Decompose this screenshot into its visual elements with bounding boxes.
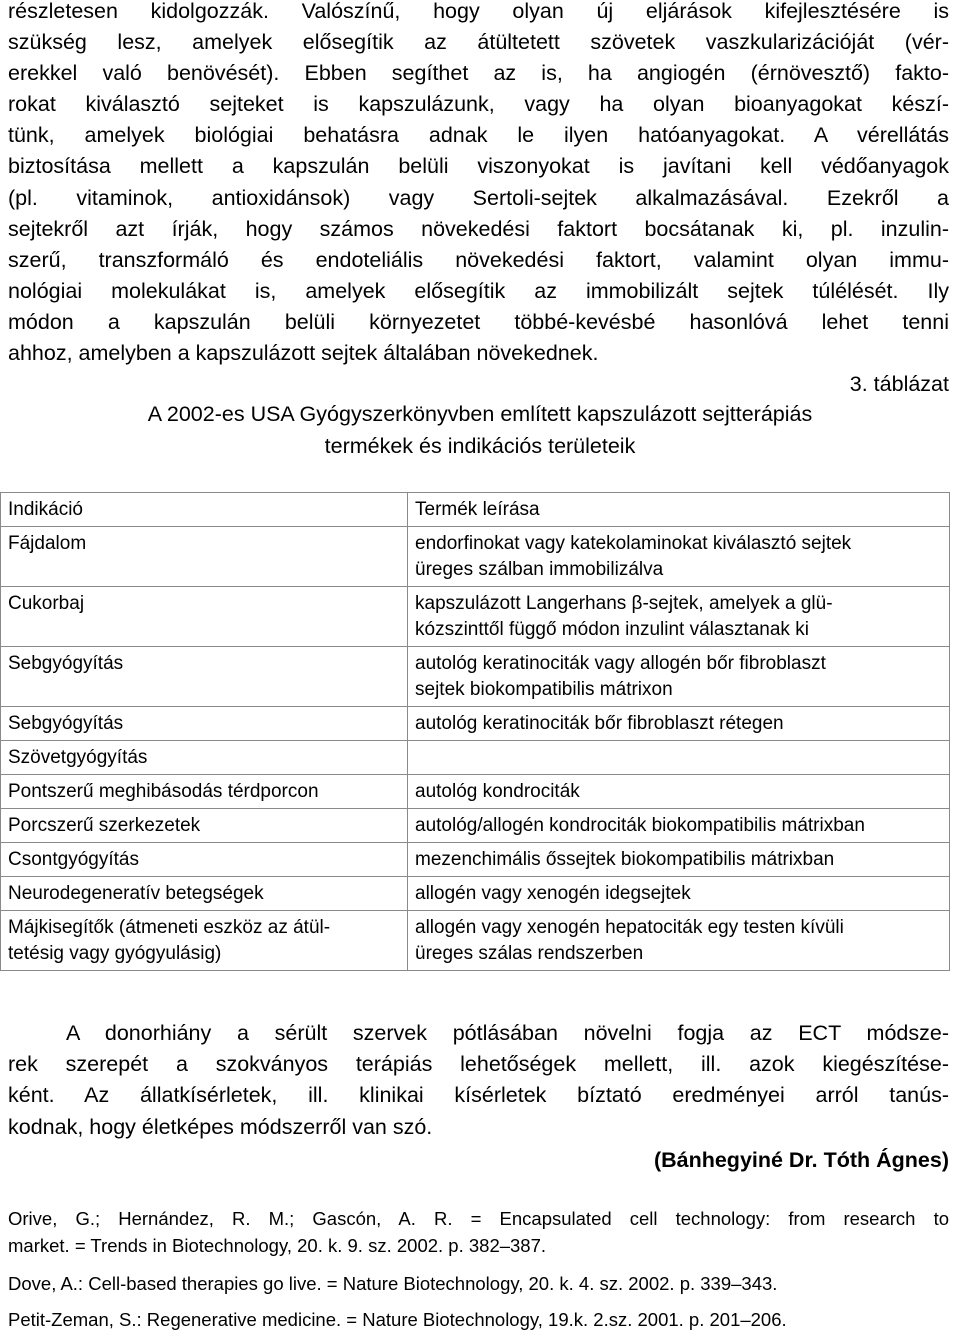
table-row <box>1 877 950 911</box>
product-description-cell <box>408 587 950 647</box>
body-paragraph <box>8 0 949 369</box>
table-row <box>1 707 950 741</box>
product-description-cell <box>408 809 950 843</box>
indication-cell <box>1 527 408 587</box>
table-row <box>1 527 950 587</box>
column-header-product: Termék leírása <box>408 493 950 527</box>
reference-line: Orive, G.; Hernández, R. M.; Gascón, A. R. = Encapsulated cell technology: from research to <box>8 1208 949 1229</box>
paragraph-line: szerű, transzformáló és endoteliális növekedési faktort, valamint olyan immu- <box>8 247 949 272</box>
indication-cell <box>1 647 408 707</box>
indication-cell <box>1 809 408 843</box>
indication-cell <box>1 877 408 911</box>
cell-line: sejtek biokompatibilis mátrixon <box>415 679 673 700</box>
cell-line: Porcszerű szerkezetek <box>8 815 201 836</box>
cell-line: tetésig vagy gyógyulásig) <box>8 943 222 964</box>
cell-line: üreges szálban immobilizálva <box>415 559 664 580</box>
paragraph-line: módon a kapszulán belüli környezetet többé-kevésbé hasonlóvá lehet tenni <box>8 309 949 334</box>
cell-line: Cukorbaj <box>8 593 85 614</box>
table-title-line: termékek és indikációs területeik <box>324 433 636 458</box>
cell-line: Fájdalom <box>8 533 87 554</box>
reference-item <box>8 1205 949 1259</box>
reference-item <box>8 1306 949 1333</box>
indication-cell <box>1 587 408 647</box>
cell-line: kapszulázott Langerhans β-sejtek, amelyek a glü- <box>415 593 833 614</box>
table-row <box>1 809 950 843</box>
cell-line: endorfinokat vagy katekolaminokat kiválasztó sejtek <box>415 533 852 554</box>
reference-line: Petit-Zeman, S.: Regenerative medicine. = Nature Biotechnology, 19.k. 2.sz. 2001. p. 201–206. <box>8 1309 787 1330</box>
paragraph-line: (pl. vitaminok, antioxidánsok) vagy Sertoli-sejtek alkalmazásával. Ezekről a <box>8 185 949 210</box>
paragraph-line: erekkel való benövését). Ebben segíthet az is, ha angiogén (érnövesztő) fakto- <box>8 61 949 86</box>
table-row <box>1 775 950 809</box>
table-header-row <box>1 493 950 527</box>
reference-line: Dove, A.: Cell-based therapies go live. = Nature Biotechnology, 20. k. 4. sz. 2002. p. 339–343. <box>8 1273 778 1294</box>
cell-line: autológ keratinociták vagy allogén bőr fibroblaszt <box>415 653 826 674</box>
cell-line: mezenchimális őssejtek biokompatibilis mátrixban <box>415 849 835 870</box>
table-row <box>1 647 950 707</box>
cell-line: Pontszerű meghibásodás térdporcon <box>8 781 319 802</box>
paragraph-line: rek szerepét a szokványos terápiás lehetőségek mellett, ill. azok kiegészítése- <box>8 1052 949 1077</box>
paragraph-line: A donorhiány a sérült szervek pótlásában növelni fogja az ECT módsze- <box>66 1021 949 1045</box>
table-row <box>1 843 950 877</box>
table-caption <box>0 399 960 462</box>
column-header-indication: Indikáció <box>1 493 408 527</box>
paragraph-line: biztosítása mellett a kapszulán belüli viszonyokat is javítani kell védőanyagok <box>8 154 949 179</box>
cell-line: Csontgyógyítás <box>8 849 139 870</box>
table-row <box>1 911 950 971</box>
indication-cell <box>1 741 408 775</box>
paragraph-line: tünk, amelyek biológiai behatásra adnak le ilyen hatóanyagokat. A vérellátás <box>8 123 949 148</box>
cell-line: Májkisegítők (átmeneti eszköz az átül- <box>8 917 331 938</box>
author-signature: (Bánhegyiné Dr. Tóth Ágnes) <box>653 1148 949 1172</box>
cell-line: allogén vagy xenogén hepatociták egy testen kívüli <box>415 917 844 938</box>
indication-cell <box>1 707 408 741</box>
paragraph-line: ként. Az állatkísérletek, ill. klinikai kísérletek bíztató eredményei arról tanús- <box>8 1083 949 1108</box>
product-description-cell <box>408 741 950 775</box>
product-description-cell <box>408 647 950 707</box>
cell-line: autológ/allogén kondrociták biokompatibilis mátrixban <box>415 815 865 836</box>
cell-line: Szövetgyógyítás <box>8 747 148 768</box>
reference-item <box>8 1270 949 1297</box>
paragraph-line: sejtekről azt írják, hogy számos növekedési faktort bocsátanak ki, pl. inzulin- <box>8 216 949 241</box>
indication-cell <box>1 911 408 971</box>
table-row <box>1 587 950 647</box>
cell-line: allogén vagy xenogén idegsejtek <box>415 883 691 904</box>
product-description-cell <box>408 775 950 809</box>
cell-line: Neurodegeneratív betegségek <box>8 883 264 904</box>
paragraph-line: kodnak, hogy életképes módszerről van szó. <box>8 1114 433 1139</box>
product-description-cell <box>408 877 950 911</box>
paragraph-line: szükség lesz, amelyek elősegítik az átültetett szövetek vaszkularizációját (vér- <box>8 30 949 55</box>
product-description-cell <box>408 911 950 971</box>
cell-line: Sebgyógyítás <box>8 713 124 734</box>
paragraph-line: ahhoz, amelyben a kapszulázott sejtek általában növekednek. <box>8 341 599 366</box>
paragraph-line: részletesen kidolgozzák. Valószínű, hogy olyan új eljárások kifejlesztésére is <box>8 0 949 23</box>
cell-line: autológ keratinociták bőr fibroblaszt rétegen <box>415 713 784 734</box>
cell-line: üreges szálas rendszerben <box>415 943 644 964</box>
table-number: 3. táblázat <box>849 372 949 396</box>
cell-line: kózszinttől függő módon inzulint választanak ki <box>415 619 809 640</box>
table-row <box>1 741 950 775</box>
indication-cell <box>1 843 408 877</box>
product-description-cell <box>408 527 950 587</box>
product-description-cell <box>408 707 950 741</box>
reference-line: market. = Trends in Biotechnology, 20. k. 9. sz. 2002. p. 382–387. <box>8 1235 547 1256</box>
indication-cell <box>1 775 408 809</box>
table-title-line: A 2002-es USA Gyógyszerkönyvben említett kapszulázott sejtterápiás <box>147 402 813 426</box>
product-description-cell <box>408 843 950 877</box>
cell-line: Sebgyógyítás <box>8 653 124 674</box>
cell-line: autológ kondrociták <box>415 781 580 802</box>
paragraph-line: rokat kiválasztó sejteket is kapszulázunk, vagy ha olyan bioanyagokat készí- <box>8 92 949 117</box>
indication-table <box>0 492 950 971</box>
paragraph-line: nológiai molekulákat is, amelyek elősegítik az immobilizált sejtek túlélését. Ily <box>8 278 949 303</box>
closing-paragraph <box>8 1018 949 1143</box>
